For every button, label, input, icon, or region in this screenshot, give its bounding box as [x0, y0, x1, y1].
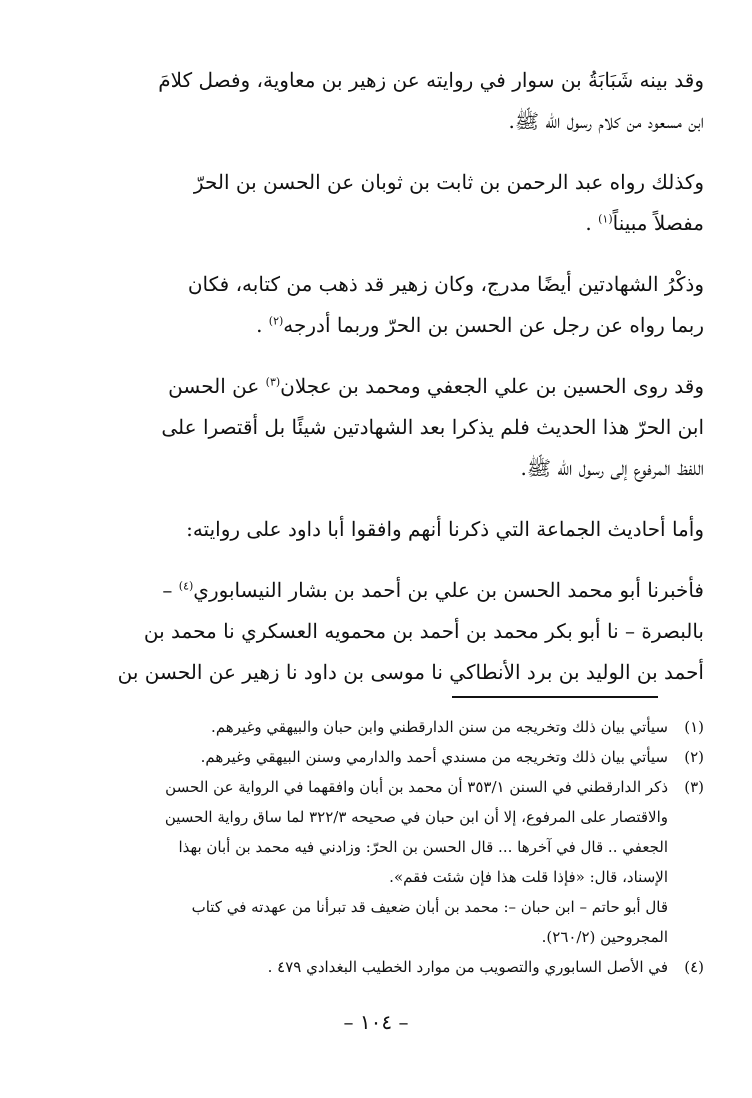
- text-line: وأما أحاديث الجماعة التي ذكرنا أنهم وافقوا أبا داود على روايته:: [186, 517, 704, 541]
- paragraph-4: [92, 366, 704, 489]
- paragraph-2: [92, 162, 704, 244]
- footnote-ref-1[interactable]: (١): [598, 212, 613, 226]
- text-line: وكذلك رواه عبد الرحمن بن ثابت بن ثوبان عن الحسن بن الحرّ: [193, 170, 704, 194]
- text-line: اللفظ المرفوع إلى رسول الله ﷺ.: [520, 456, 704, 480]
- text-line: [92, 366, 704, 407]
- footnote-ref-3[interactable]: (٣): [265, 375, 281, 389]
- paragraph-1: [92, 60, 704, 142]
- text-line: بالبصرة – نا أبو بكر محمد بن أحمد بن محمويه العسكري نا محمد بن: [143, 619, 704, 643]
- text-run: .: [585, 211, 599, 235]
- text-run: وقد روى الحسين بن علي الجعفي ومحمد بن عجلان: [280, 374, 704, 398]
- footnote-divider: [452, 696, 658, 698]
- main-text: [92, 60, 704, 713]
- text-run: .: [256, 313, 269, 337]
- text-run: مفصلاً مبيناً: [612, 211, 704, 235]
- text-line: ابن الحرّ هذا الحديث فلم يذكرا بعد الشهادتين شيئًا بل أقتصرا على: [161, 415, 704, 439]
- footnote-number: (١): [684, 718, 704, 736]
- footnote-text: في الأصل السابوري والتصويب من موارد الخطيب البغدادي ٤٧٩ .: [267, 958, 668, 976]
- footnote-number: (٣): [684, 778, 704, 796]
- text-line: وقد بينه شَبَابَةُ بن سوار في روايته عن زهير بن معاوية، وفصل كلامَ: [158, 68, 704, 92]
- footnote-ref-2[interactable]: (٢): [268, 314, 284, 328]
- footnote-line: المجروحين (٢٦٠/٢).: [541, 928, 668, 946]
- text-line: [92, 305, 704, 346]
- text-run: ربما رواه عن رجل عن الحسن بن الحرّ وربما أدرجه: [283, 313, 704, 337]
- footnote-3: [92, 772, 704, 952]
- footnote-line: والاقتصار على المرفوع، إلا أن ابن حبان في صحيحه ٣٢٢/٣ لما ساق رواية الحسين: [164, 808, 668, 826]
- footnote-text: سيأتي بيان ذلك وتخريجه من سنن الدارقطني وابن حبان والبيهقي وغيرهم.: [211, 718, 668, 736]
- paragraph-5: [92, 509, 704, 550]
- footnote-line: الإسناد، قال: «فإذا قلت هذا فإن شئت فقم».: [389, 868, 668, 886]
- footnote-1: [92, 712, 704, 742]
- footnote-2: [92, 742, 704, 772]
- text-run: فأخبرنا أبو محمد الحسن بن علي بن أحمد بن بشار النيسابوري: [193, 578, 704, 602]
- footnote-line: [92, 742, 704, 772]
- text-line: أحمد بن الوليد بن برد الأنطاكي نا موسى بن داود نا زهير عن الحسن بن: [117, 660, 704, 684]
- text-line: [92, 570, 704, 611]
- footnote-line: [92, 772, 704, 802]
- text-run: –: [162, 578, 179, 602]
- footnote-4: [92, 952, 704, 982]
- footnote-text: ذكر الدارقطني في السنن ٣٥٣/١ أن محمد بن أبان وافقهما في الرواية عن الحسن: [165, 778, 668, 796]
- footnote-text: سيأتي بيان ذلك وتخريجه من مسندي أحمد والدارمي وسنن البيهقي وغيرهم.: [200, 748, 668, 766]
- text-line: ابن مسعود من كلام رسول الله ﷺ.: [508, 109, 704, 133]
- paragraph-6: [92, 570, 704, 693]
- text-run: عن الحسن: [168, 374, 266, 398]
- text-line: وذكْرُ الشهادتين أيضًا مدرج، وكان زهير قد ذهب من كتابه، فكان: [187, 272, 704, 296]
- footnotes: [92, 712, 704, 982]
- text-line: [92, 203, 704, 244]
- footnote-number: (٤): [684, 958, 704, 976]
- footnote-line: [92, 712, 704, 742]
- footnote-number: (٢): [684, 748, 704, 766]
- paragraph-3: [92, 264, 704, 346]
- footnote-line: [92, 952, 704, 982]
- footnote-line: قال أبو حاتم – ابن حبان –: محمد بن أبان ضعيف قد تبرأنا من عهدته في كتاب: [191, 898, 668, 916]
- footnote-ref-4[interactable]: (٤): [178, 579, 194, 593]
- footnote-line: الجعفي .. قال في آخرها ... قال الحسن بن الحرّ: وزادني فيه محمد بن أبان بهذا: [178, 838, 668, 856]
- page-number: – ١٠٤ –: [343, 1010, 409, 1034]
